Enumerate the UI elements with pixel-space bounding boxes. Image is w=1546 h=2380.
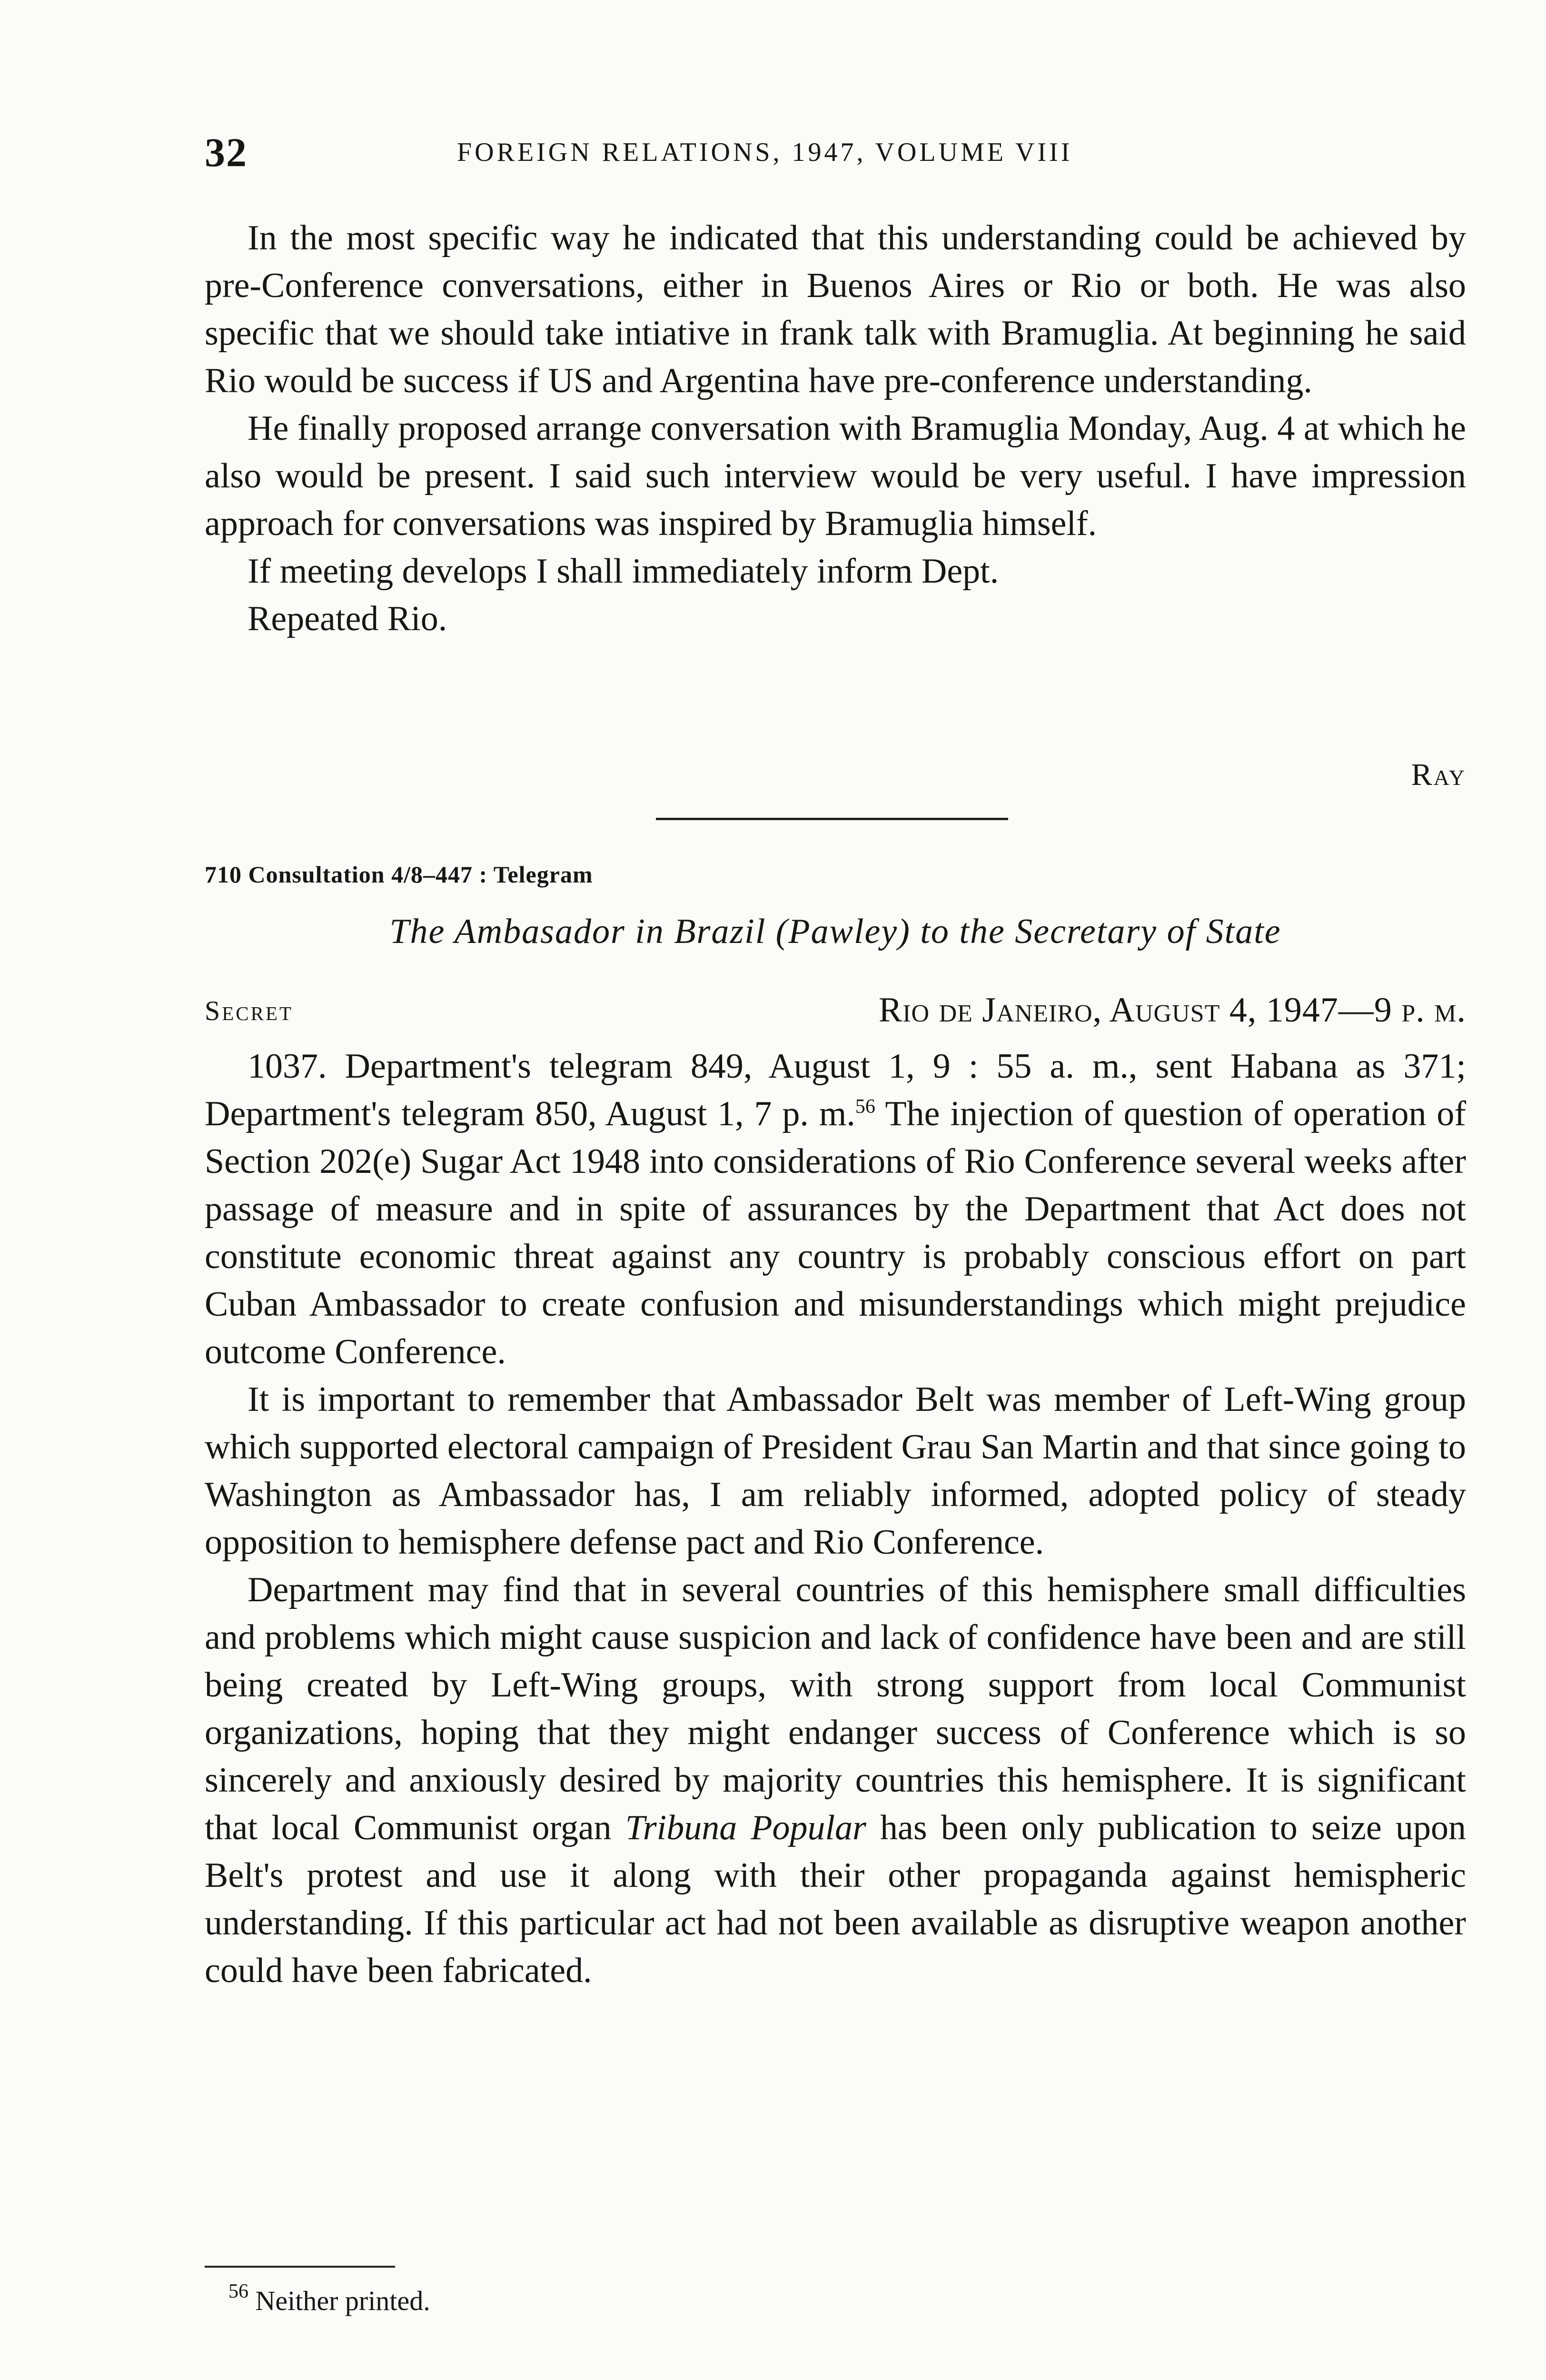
publication-name: Tribuna Popular [625,1808,866,1847]
first-document-body [205,214,1466,643]
footnote-text: Neither printed. [255,2285,430,2316]
telegram-paragraph-3 [205,1566,1466,1994]
telegram-paragraph-3-text-a: Department may find that in several countries of this hemisphere small difficulties and problems which might cause suspicion and lack of confidence have been and are still being created by Left-Wing groups, with strong support from local Communist organizations, hoping that they might endanger success of Conference which is so sincerely and anxiously desired by majority countries this hemisphere. It is significant that local Communist organ [205,1570,1466,1847]
classification-label: Secret [205,995,294,1026]
footnote [228,2281,430,2317]
page-number: 32 [205,129,248,175]
signature: Ray [1411,757,1466,792]
first-doc-paragraph: He finally proposed arrange conversation with Bramuglia Monday, Aug. 4 at which he also would be present. I said such interview would be very useful. I have impression approach for conversations was inspired by Bramuglia himself. [205,409,1466,543]
footnote-reference: 56 [855,1096,875,1118]
first-doc-paragraph: In the most specific way he indicated that this understanding could be achieved by pre-Conference conversations, either in Buenos Aires or Rio or both. He was also specific that we should take intiative in frank talk with Bramuglia. At beginning he said Rio would be success if US and Argentina have pre-conference understanding. [205,218,1466,400]
section-divider [656,818,1008,820]
first-doc-paragraph: If meeting develops I shall immediately inform Dept. [248,552,999,591]
dateline: Rio de Janeiro, August 4, 1947—9 p. m. [878,991,1466,1030]
page-header [205,129,1466,181]
telegram-paragraph-2: It is important to remember that Ambassador Belt was member of Left-Wing group which supported electoral campaign of President Grau San Martin and that since going to Washington as Ambassador has, I am reliably informed, adopted policy of steady opposition to hemisphere defense pact and Rio Conference. [205,1380,1466,1562]
footnote-divider [205,2266,395,2268]
second-document-body [205,1042,1466,1994]
telegram-paragraph-1 [205,1042,1466,1376]
file-reference: 710 Consultation 4/8–447 : Telegram [205,861,593,888]
document-title: The Ambasador in Brazil (Pawley) to the Secretary of State [389,912,1281,951]
first-doc-paragraph: Repeated Rio. [248,599,447,638]
telegram-paragraph-1-text-b: The injection of question of operation of Section 202(e) Sugar Act 1948 into considerations of Rio Conference several weeks after passage of measure and in spite of assurances by the Department that Act does not constitute economic threat against any country is probably conscious effort on part Cuban Ambassador to create confusion and misunderstandings which might prejudice outcome Conference. [205,1094,1466,1371]
footnote-marker: 56 [228,2281,248,2302]
telegram-paragraph-1-text-a: 1037. Department's telegram 849, August 1, 9 : 55 a. m., sent Habana as 371; Department's telegram 850, August 1, 7 p. m. [205,1047,1466,1133]
telegram-paragraph-3-text-b: has been only publication to seize upon Belt's protest and use it along with their other propaganda against hemispheric understanding. If this particular act had not been available as disruptive weapon another could have been fabricated. [205,1808,1466,1990]
running-head: FOREIGN RELATIONS, 1947, VOLUME VIII [457,138,1073,167]
